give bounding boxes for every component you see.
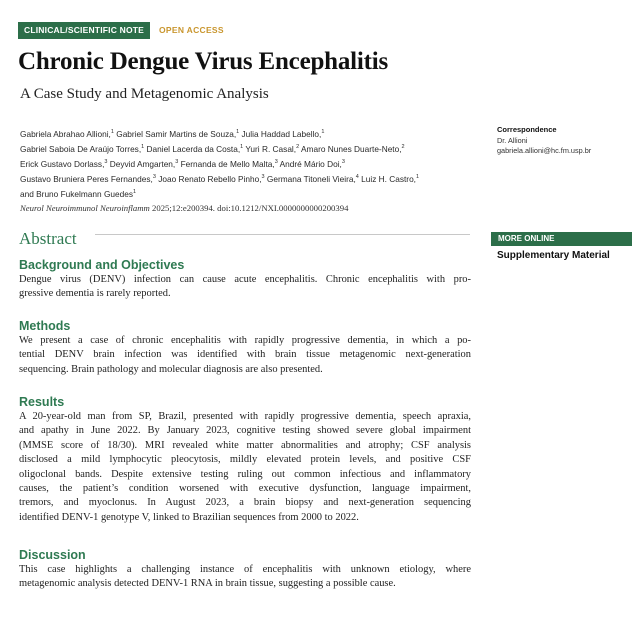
section-body-background: Dengue virus (DENV) infection can cause acute encephalitis. Chronic encephalitis with pro- gressive dementia is rarely reported. [19,274,471,300]
author-line: Gabriel Saboia De Araújo Torres,$^1$ Daniel Lacerda da Costa,$^1$ Yuri R. Casal,$^2$ Amaro Nunes Duarte-Neto,$^2$ [20,143,405,154]
supplementary-material-link[interactable]: Supplementary Material [497,250,610,261]
section-body-results: A 20-year-old man from SP, Brazil, presented with rapidly progressive dementia, speech apraxia, and apathy in June 2022. By January 2023, cognitive testing showed severe global impairment (MMSE score of 18/30). MRI revealed white matter abnormalities and atrophy; CSF analysis disclosed a mild lymphocytic pleocytosis, mildly elevated protein levels, and positive CSF oligoclonal bands. Despite extensive testing ruling out common infectious and inflammatory causes, the patient’s condition worsened with executive dysfunction, language impairment, tremors, and myoclonus. In August 2023, a brain biopsy and next-generation sequencing identified DENV-1 genotype V, linked to Brazilian sequences from 2000 to 2022. [19,411,471,523]
author-line: Gabriela Abrahao Allioni,$^1$ Gabriel Samir Martins de Souza,$^1$ Julia Haddad Labello,$^1$ [20,128,325,139]
article-type-tag: CLINICAL/SCIENTIFIC NOTE [18,22,150,39]
more-online-label: MORE ONLINE [491,232,632,246]
correspondence-name: Dr. Allioni [497,136,528,145]
correspondence-heading: Correspondence [497,125,557,134]
section-heading-results: Results [19,395,65,409]
correspondence-email[interactable]: gabriela.allioni@hc.fm.usp.br [497,146,592,155]
author-line: and Bruno Fukelmann Guedes$^1$ [20,189,137,200]
abstract-heading: Abstract [19,229,77,248]
citation [20,203,348,213]
article-subtitle: A Case Study and Metagenomic Analysis [20,86,269,102]
author-line: Erick Gustavo Dorlass,$^3$ Deyvid Amgarten,$^3$ Fernanda de Mello Malta,$^3$ André Mário Doi,$^3$ [20,158,345,169]
article-title: Chronic Dengue Virus Encephalitis [18,48,389,75]
section-heading-methods: Methods [19,319,71,333]
divider [95,234,470,235]
section-heading-discussion: Discussion [19,548,86,562]
section-body-discussion: This case highlights a challenging instance of encephalitis with unknown etiology, where metagenomic analysis detected DENV-1 RNA in brain tissue, suggesting a possible cause. [19,564,471,590]
section-body-methods: We present a case of chronic encephalitis with rapidly progressive dementia, in which a po- tential DENV brain infection was identified with brain tissue metagenomic next-generation sequencing. Brain pathology and molecular diagnosis are also presented. [19,335,471,375]
author-line: Gustavo Bruniera Peres Fernandes,$^3$ Joao Renato Rebello Pinho,$^3$ Germana Titoneli Vieira,$^4$ Luiz H. Castro,$^1$ [20,173,420,184]
journal-name: Neurol Neuroimmunol Neuroinflamm [20,203,150,213]
author-list [20,126,475,201]
citation-details: 2025;12:e200394. doi:10.1212/NXI.0000000000200394 [149,203,349,213]
open-access-badge: OPEN ACCESS [159,25,224,35]
section-heading-background: Background and Objectives [19,258,185,272]
